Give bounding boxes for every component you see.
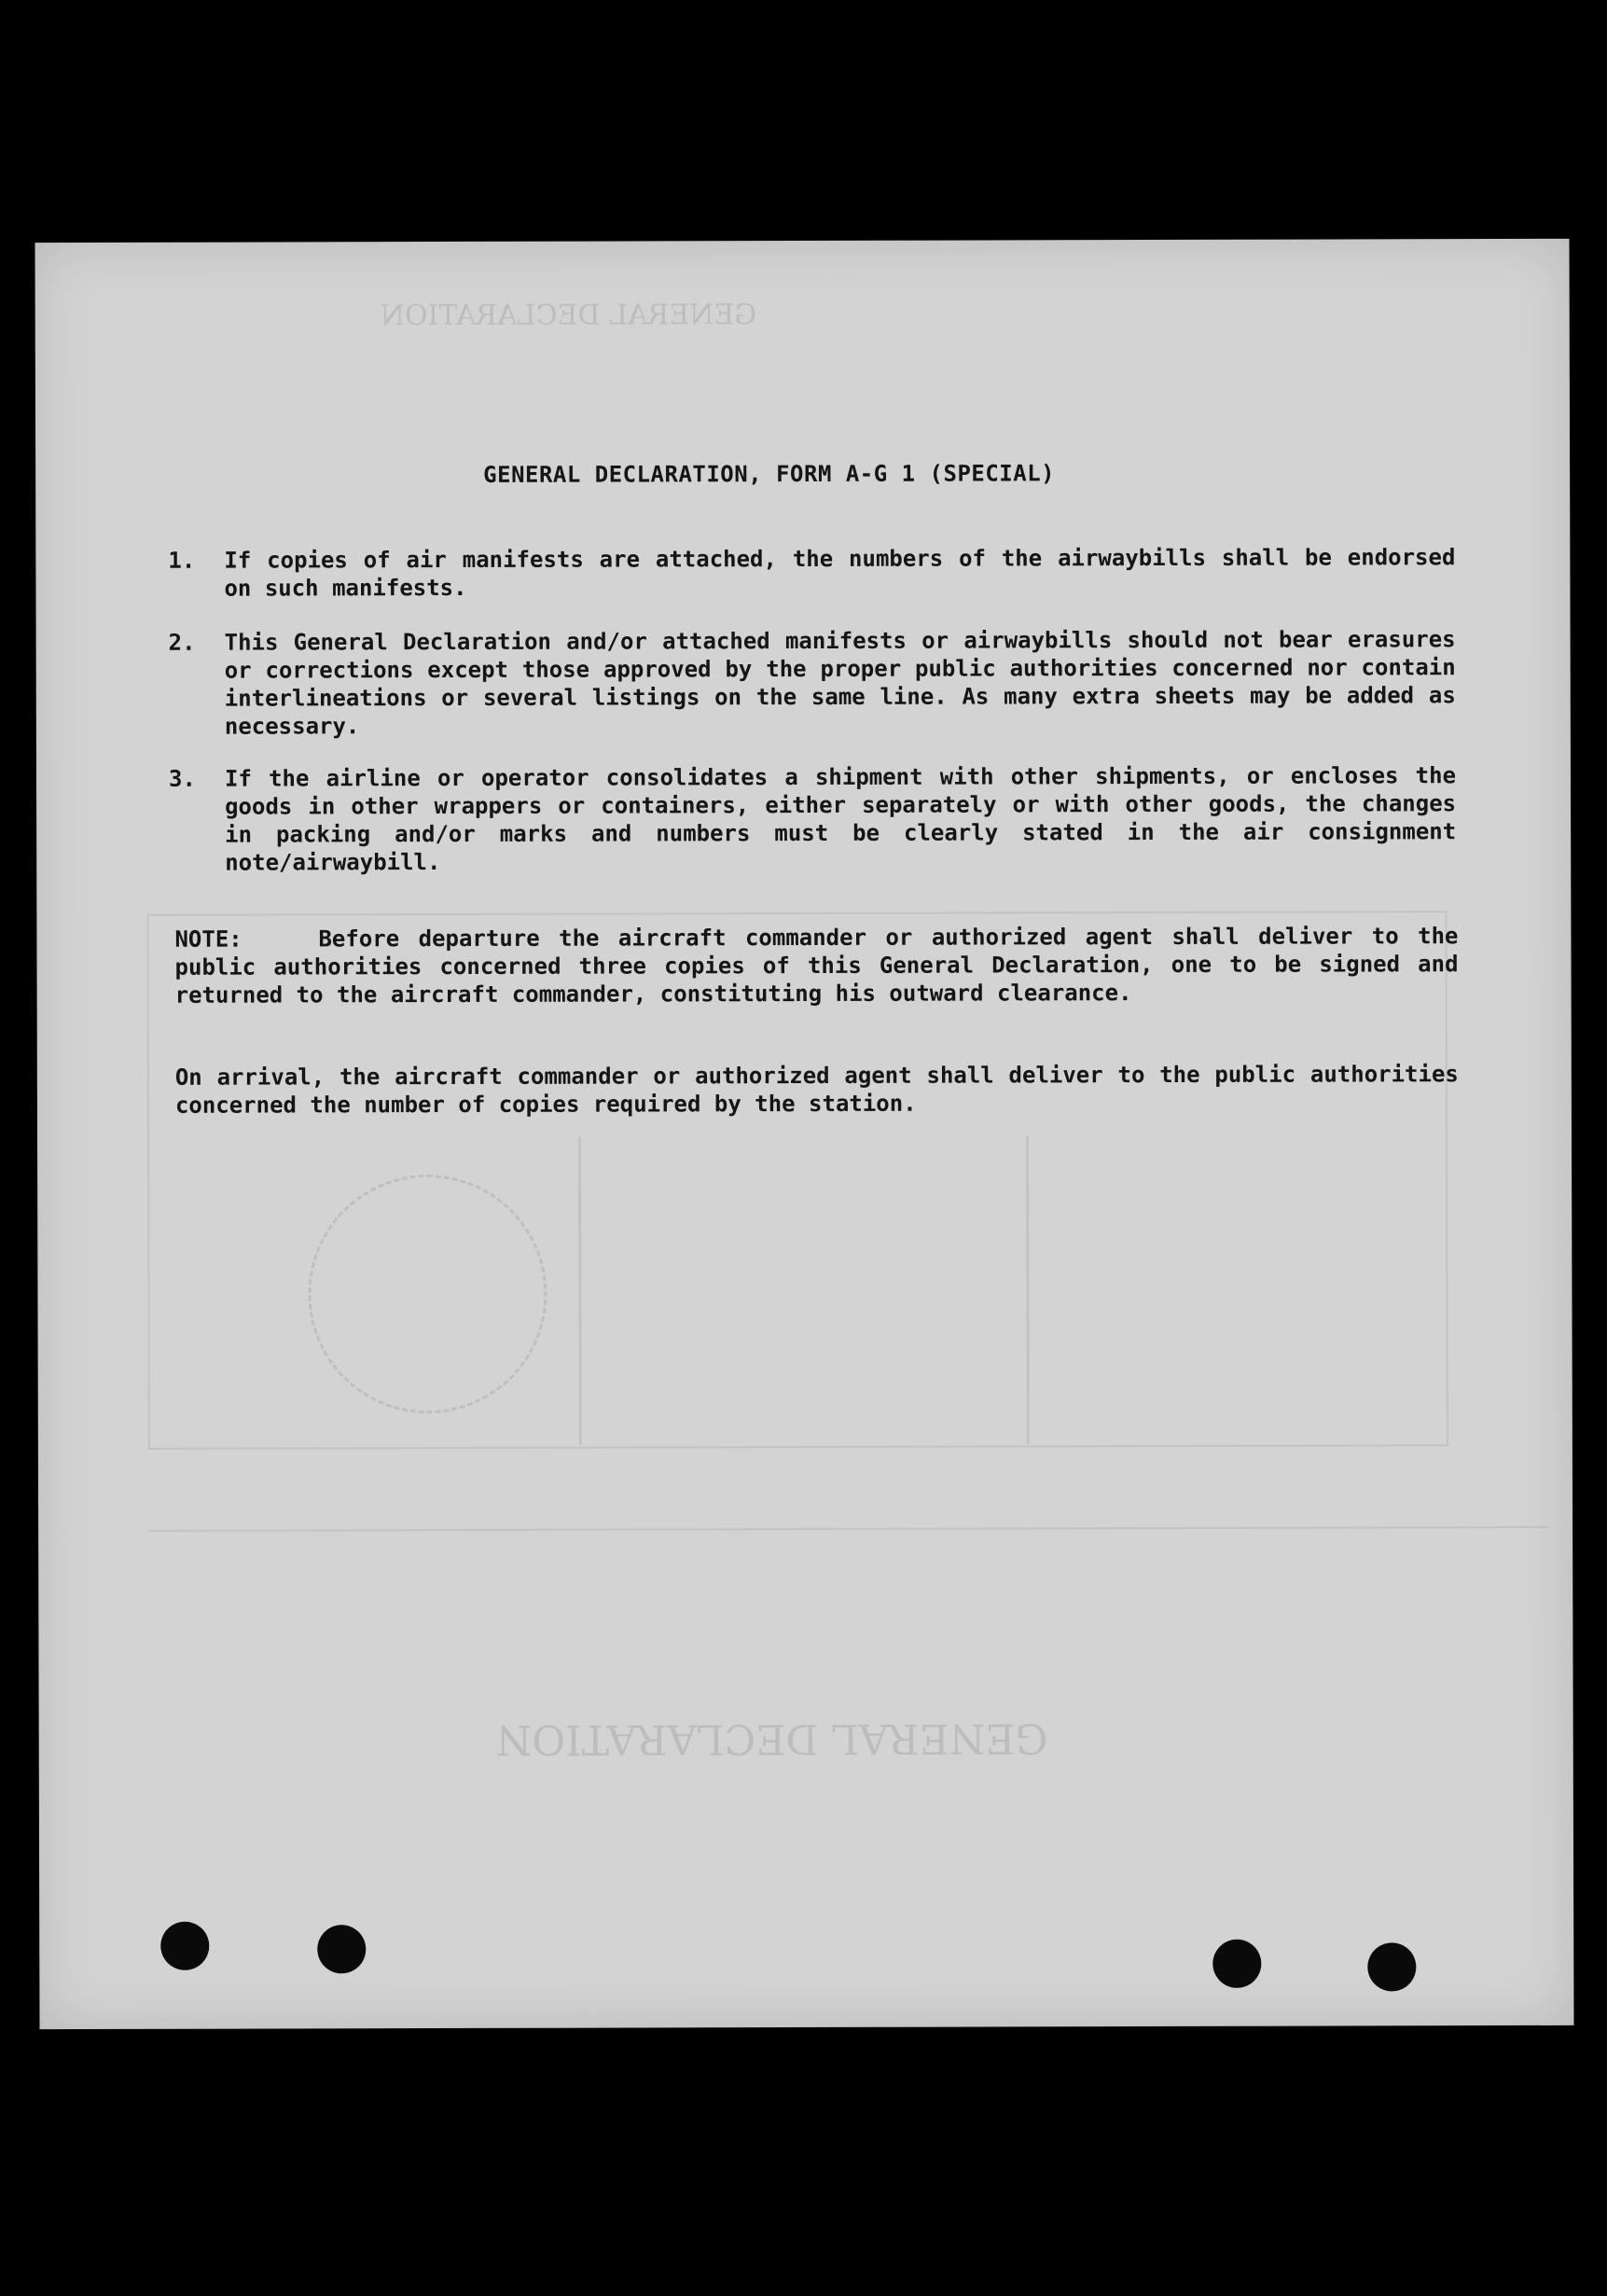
item-number: 1. xyxy=(168,547,196,574)
bleed-through-rule xyxy=(148,1526,1547,1532)
bleed-through-heading: GENERAL DECLARATION xyxy=(380,299,757,333)
bleed-through-stamp xyxy=(308,1175,547,1414)
list-item xyxy=(169,761,1456,877)
bleed-through-footer: GENERAL DECLARATION xyxy=(495,1714,1048,1763)
punch-hole xyxy=(1367,1942,1416,1991)
item-text: If copies of air manifests are attached, the numbers of the airwaybills shall be endorsed on such manifests. xyxy=(224,544,1456,602)
punch-hole xyxy=(1212,1940,1261,1988)
item-text: If the airline or operator consolidates a shipment with other shipments, or encloses the goods in other wrappers or containers, either separately or with other goods, the changes in packing and/or marks and numbers must be clearly stated in the air consignment note/airwaybill. xyxy=(224,762,1457,876)
item-text: This General Declaration and/or attached manifests or airwaybills should not bear erasures or corrections except those approved by the proper public authorities concerned nor contain interlineations or several listings on the same line. As many extra sheets may be added as necessary. xyxy=(224,626,1456,740)
note-label: NOTE: xyxy=(174,925,242,953)
note-paragraph xyxy=(174,922,1458,1009)
note-text: Before departure the aircraft commander or authorized agent shall deliver to the public authorities concerned three copies of this General Declaration, one to be signed and returned to the aircraft commander, constituting his outward clearance. xyxy=(174,923,1459,1009)
punch-hole xyxy=(317,1925,366,1973)
item-number: 3. xyxy=(168,765,196,792)
arrival-paragraph: On arrival, the aircraft commander or authorized agent shall deliver to the public authorities concerned the number of copies required by the station. xyxy=(174,1061,1459,1119)
list-item xyxy=(168,543,1455,603)
document-page xyxy=(35,239,1573,2029)
item-number: 2. xyxy=(168,629,196,656)
document-title: GENERAL DECLARATION, FORM A-G 1 (SPECIAL) xyxy=(483,460,1056,488)
list-item xyxy=(169,625,1456,741)
punch-hole xyxy=(160,1922,209,1970)
